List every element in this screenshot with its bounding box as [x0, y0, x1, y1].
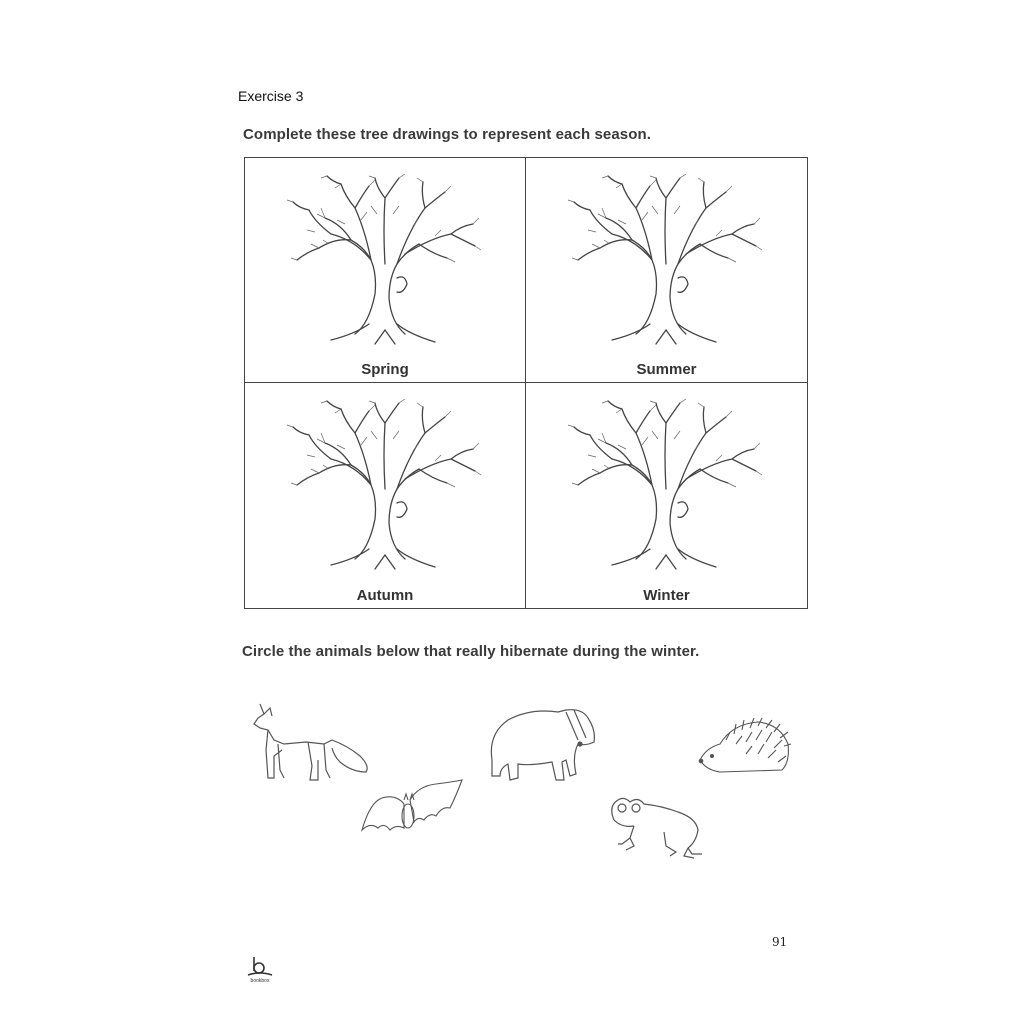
exercise-label: Exercise 3 [238, 88, 304, 104]
bare-tree-drawing [285, 399, 485, 579]
season-label: Winter [643, 587, 690, 604]
svg-text:bookbox: bookbox [250, 978, 270, 983]
page-number: 91 [772, 935, 788, 949]
bare-tree-drawing [566, 399, 766, 579]
season-cell-summer[interactable] [526, 158, 807, 383]
bookbox-logo [244, 955, 276, 983]
fox-drawing[interactable] [248, 700, 373, 785]
bat-drawing[interactable] [360, 778, 466, 838]
hedgehog-drawing[interactable] [696, 714, 792, 778]
season-label: Autumn [356, 587, 414, 604]
bare-tree-drawing [285, 174, 485, 354]
season-cell-winter[interactable] [526, 383, 807, 608]
bare-tree-drawing [566, 174, 766, 354]
season-label: Summer [636, 361, 697, 378]
season-cell-spring[interactable] [245, 158, 526, 383]
season-label: Spring [361, 361, 409, 378]
season-cell-autumn[interactable] [245, 383, 526, 608]
season-tree-grid [244, 157, 808, 609]
animal-instruction: Circle the animals below that really hibernate during the winter. [242, 643, 700, 660]
badger-drawing[interactable] [486, 704, 602, 784]
frog-drawing[interactable] [604, 792, 704, 860]
tree-instruction: Complete these tree drawings to represent each season. [243, 126, 652, 143]
